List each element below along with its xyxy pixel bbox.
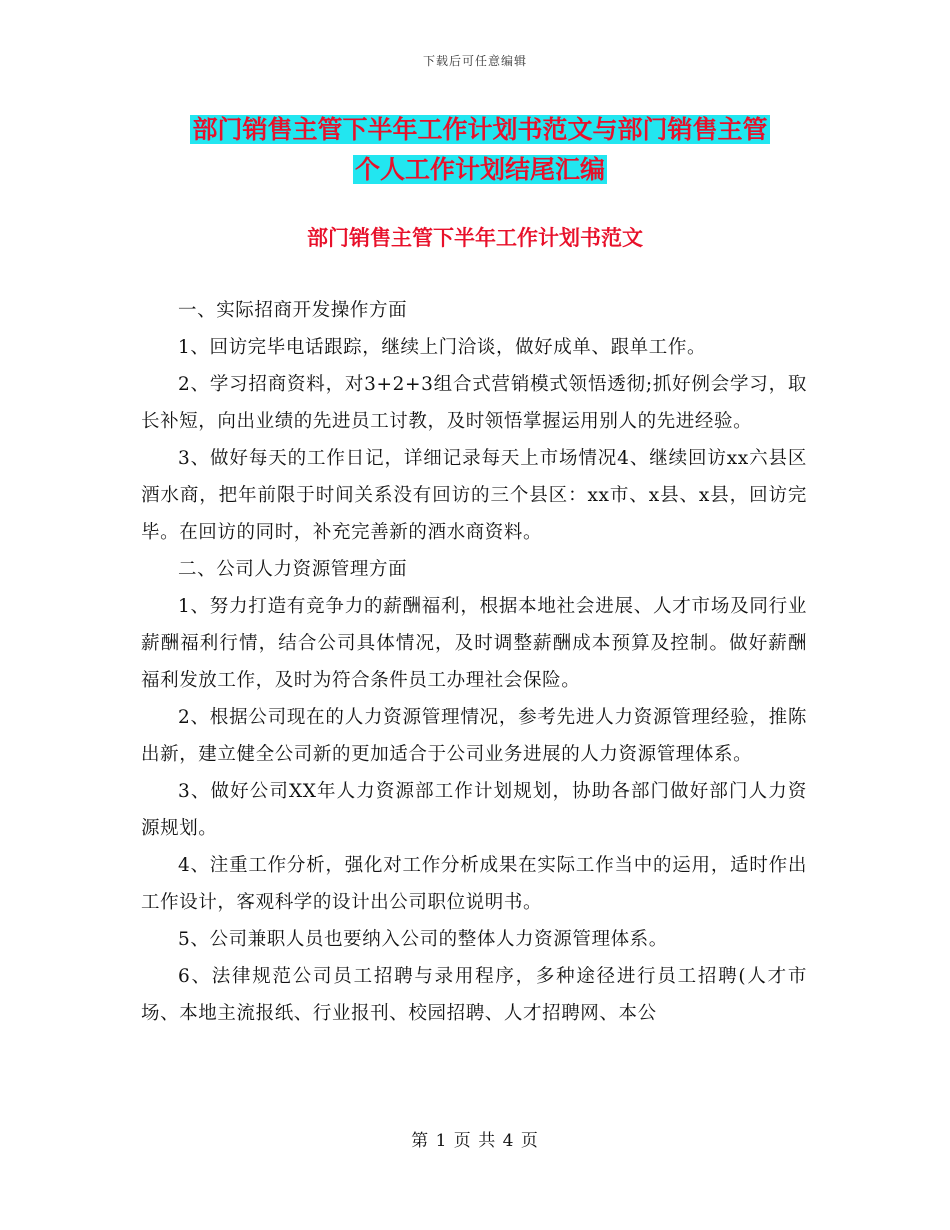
section-title: 部门销售主管下半年工作计划书范文	[307, 226, 643, 250]
paragraph: 3、做好每天的工作日记，详细记录每天上市场情况4、继续回访xx六县区酒水商，把年前限于时间关系没有回访的三个县区：xx市、x县、x县，回访完毕。在回访的同时，补充完善新的酒水商资料。	[141, 448, 807, 543]
paragraph: 二、公司人力资源管理方面	[178, 559, 408, 580]
paragraph: 5、公司兼职人员也要纳入公司的整体人力资源管理体系。	[178, 929, 668, 950]
title-line-2: 个人工作计划结尾汇编	[354, 155, 605, 184]
paragraph: 3、做好公司XX年人力资源部工作计划规划，协助各部门做好部门人力资源规划。	[141, 781, 807, 839]
paragraph: 2、根据公司现在的人力资源管理情况，参考先进人力资源管理经验，推陈出新，建立健全公司新的更加适合于公司业务进展的人力资源管理体系。	[141, 707, 807, 765]
paragraph: 6、法律规范公司员工招聘与录用程序，多种途径进行员工招聘(人才市场、本地主流报纸、行业报刊、校园招聘、人才招聘网、本公	[141, 966, 807, 1024]
document-title	[140, 110, 820, 190]
paragraph: 4、注重工作分析，强化对工作分析成果在实际工作当中的运用，适时作出工作设计，客观科学的设计出公司职位说明书。	[141, 855, 807, 913]
document-body	[141, 292, 807, 1032]
paragraph: 1、努力打造有竞争力的薪酬福利，根据本地社会进展、人才市场及同行业薪酬福利行情，结合公司具体情况，及时调整薪酬成本预算及控制。做好薪酬福利发放工作，及时为符合条件员工办理社会保险。	[141, 596, 807, 691]
paragraph: 2、学习招商资料，对3+2+3组合式营销模式领悟透彻;抓好例会学习，取长补短，向出业绩的先进员工讨教，及时领悟掌握运用别人的先进经验。	[141, 374, 807, 432]
paragraph: 1、回访完毕电话跟踪，继续上门洽谈，做好成单、跟单工作。	[178, 337, 707, 358]
page-footer: 第 1 页 共 4 页	[411, 1131, 539, 1151]
header-note: 下载后可任意编辑	[422, 54, 527, 68]
paragraph: 一、实际招商开发操作方面	[178, 300, 408, 321]
title-line-1: 部门销售主管下半年工作计划书范文与部门销售主管	[192, 115, 768, 144]
